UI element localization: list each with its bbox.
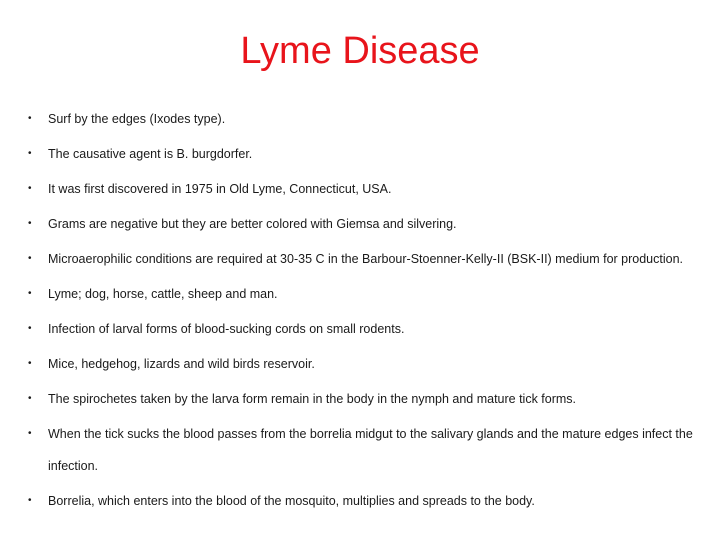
- slide-title: Lyme Disease: [240, 30, 480, 72]
- bullet-dot-icon: •: [28, 358, 32, 369]
- bullet-dot-icon: •: [28, 113, 32, 124]
- bullet-item: [28, 173, 704, 205]
- bullet-dot-icon: •: [28, 393, 32, 404]
- bullet-item: [28, 348, 704, 380]
- bullet-text: Mice, hedgehog, lizards and wild birds reservoir.: [48, 357, 315, 371]
- bullet-dot-icon: •: [28, 428, 32, 439]
- bullet-dot-icon: •: [28, 253, 32, 264]
- bullet-item: [28, 383, 704, 415]
- bullet-dot-icon: •: [28, 183, 32, 194]
- bullet-text: When the tick sucks the blood passes from the borrelia midgut to the salivary glands and the mature edges infect the infection.: [48, 427, 693, 473]
- bullet-item: [28, 243, 704, 275]
- bullet-text: The spirochetes taken by the larva form remain in the body in the nymph and mature tick forms.: [48, 392, 577, 406]
- bullet-item: [28, 103, 704, 135]
- bullet-item: [28, 208, 704, 240]
- bullet-dot-icon: •: [28, 148, 32, 159]
- bullet-text: Infection of larval forms of blood-sucking cords on small rodents.: [48, 322, 405, 336]
- bullet-text: It was first discovered in 1975 in Old Lyme, Connecticut, USA.: [48, 182, 392, 196]
- bullet-text: Microaerophilic conditions are required at 30-35 C in the Barbour-Stoenner-Kelly-II (BSK-II) medium for production.: [48, 252, 684, 266]
- bullet-text: Borrelia, which enters into the blood of the mosquito, multiplies and spreads to the body.: [48, 494, 535, 508]
- bullet-item: [28, 278, 704, 310]
- bullet-text: Lyme; dog, horse, cattle, sheep and man.: [48, 287, 278, 301]
- bullet-dot-icon: •: [28, 495, 32, 506]
- bullet-list: [28, 103, 704, 520]
- bullet-text: Surf by the edges (Ixodes type).: [48, 112, 226, 126]
- bullet-text: Grams are negative but they are better colored with Giemsa and silvering.: [48, 217, 457, 231]
- bullet-text: The causative agent is B. burgdorfer.: [48, 147, 253, 161]
- bullet-item: [28, 138, 704, 170]
- bullet-dot-icon: •: [28, 218, 32, 229]
- bullet-dot-icon: •: [28, 288, 32, 299]
- bullet-item: [28, 313, 704, 345]
- bullet-item: [28, 485, 704, 517]
- bullet-item: [28, 418, 704, 482]
- bullet-dot-icon: •: [28, 323, 32, 334]
